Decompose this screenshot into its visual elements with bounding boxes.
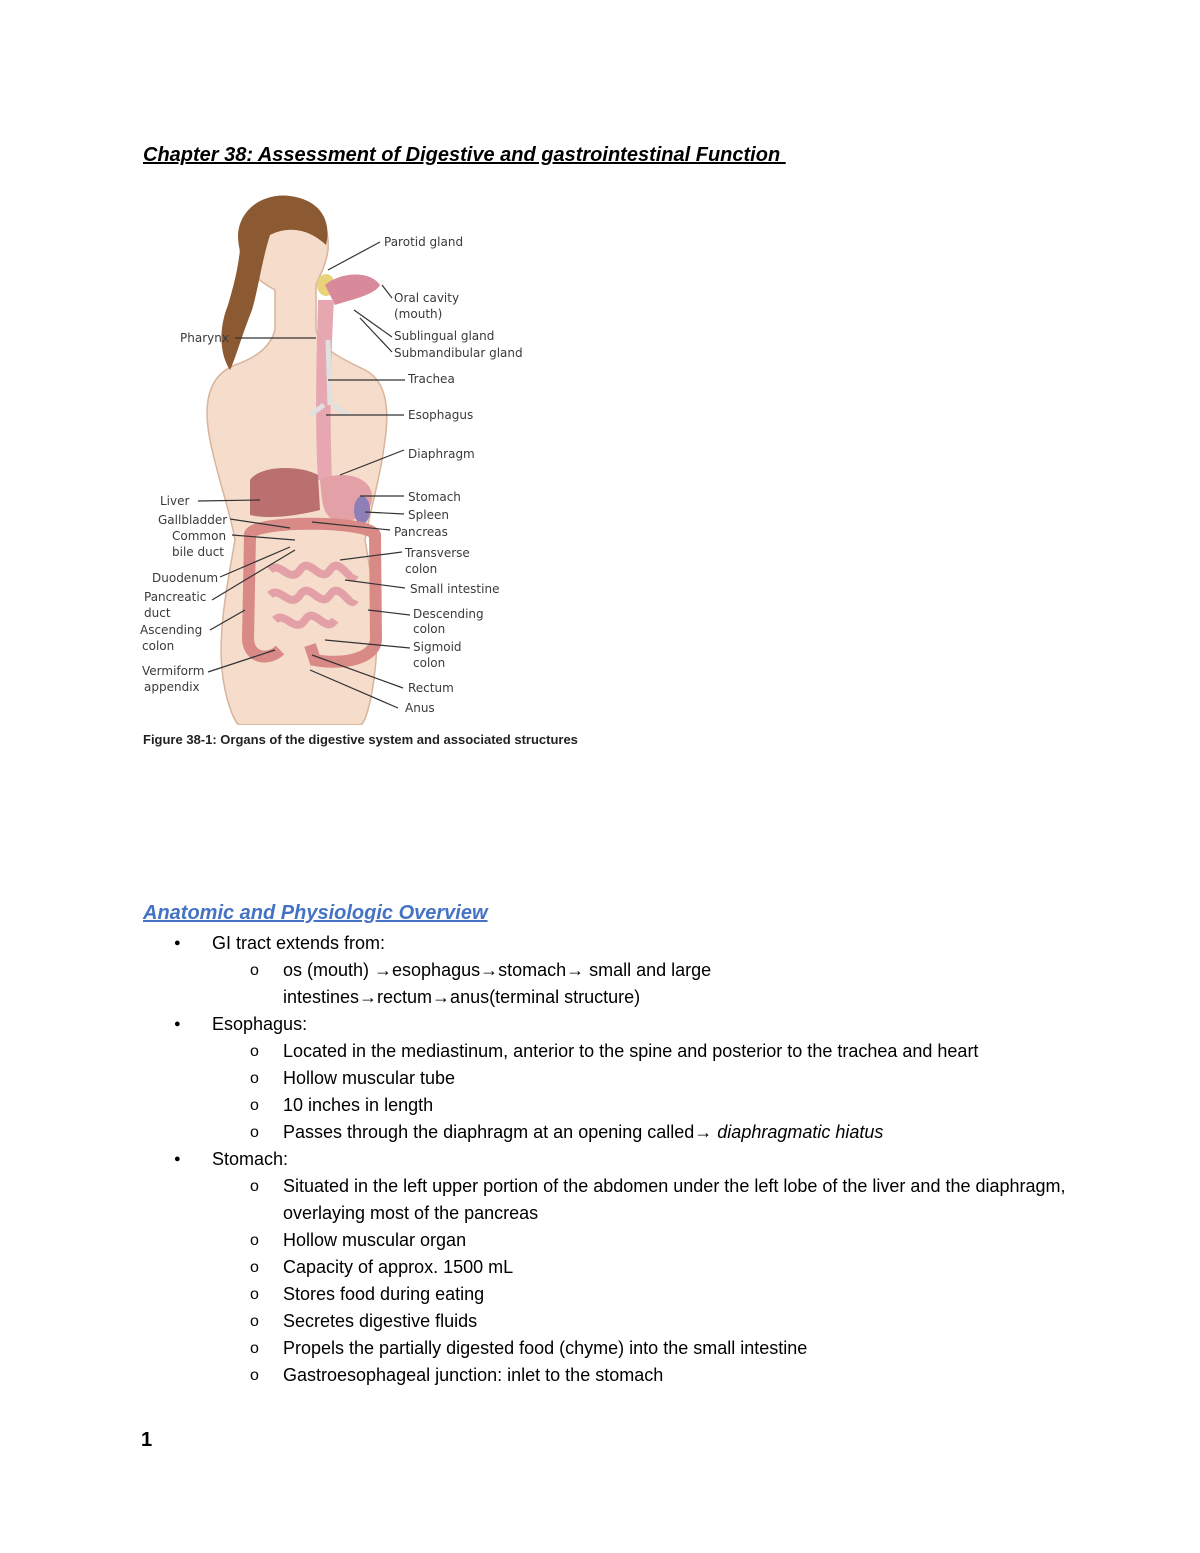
label-oral-cavity-mouth: (mouth) (394, 307, 443, 321)
sub-bullet-stomach-3: o Capacity of approx. 1500 mL (0, 1254, 1200, 1281)
label-pharynx: Pharynx (180, 331, 229, 345)
label-small-intestine: Small intestine (410, 582, 500, 596)
page-number: 1 (141, 1429, 153, 1451)
label-gallbladder: Gallbladder (158, 513, 228, 527)
digestive-system-figure (140, 190, 540, 725)
label-pancreatic-duct: Pancreatic (144, 590, 207, 604)
label-sigmoid-colon-2: colon (413, 656, 446, 670)
label-stomach: Stomach (408, 490, 461, 504)
figure-caption: Figure 38-1: Organs of the digestive system and associated structures (143, 732, 578, 747)
label-ascending-colon-2: colon (142, 639, 175, 653)
liver-shape (250, 468, 320, 517)
bullet-gi-tract: ● GI tract extends from: (0, 930, 1200, 957)
gi-path-line-2: intestines→rectum→anus(terminal structure) (283, 987, 641, 1007)
bullet-esophagus: ● Esophagus: (0, 1011, 1200, 1038)
label-submandibular-gland: Submandibular gland (394, 346, 523, 360)
label-vermiform-appendix: Vermiform (142, 664, 205, 678)
label-descending-colon-2: colon (413, 622, 446, 636)
sub-bullet-stomach-5: o Secretes digestive fluids (0, 1308, 1200, 1335)
sub-bullet-stomach-2: o Hollow muscular organ (0, 1227, 1200, 1254)
sub-bullet-stomach-4: o Stores food during eating (0, 1281, 1200, 1308)
label-common-bile-duct: Common (172, 529, 227, 543)
sub-bullet-esophagus-3: o 10 inches in length (0, 1092, 1200, 1119)
label-ascending-colon: Ascending (140, 623, 203, 637)
bullet-stomach: ● Stomach: (0, 1146, 1200, 1173)
label-transverse-colon: Transverse (405, 546, 470, 560)
sub-bullet-esophagus-4 (0, 1119, 1200, 1146)
label-rectum: Rectum (408, 681, 454, 695)
label-anus: Anus (405, 701, 435, 715)
label-spleen: Spleen (408, 508, 449, 522)
label-pancreas: Pancreas (394, 525, 448, 539)
label-oral-cavity: Oral cavity (394, 291, 460, 305)
label-parotid-gland: Parotid gland (384, 235, 464, 249)
outline-list (0, 930, 1200, 1389)
sub-bullet-stomach-6: o Propels the partially digested food (chyme) into the small intestine (0, 1335, 1200, 1362)
label-diaphragm: Diaphragm (408, 447, 475, 461)
label-sublingual-gland: Sublingual gland (394, 329, 495, 343)
label-vermiform-appendix-2: appendix (144, 680, 200, 694)
label-esophagus: Esophagus (408, 408, 474, 422)
esophagus-passes-text: Passes through the diaphragm at an opening called→ (283, 1122, 718, 1142)
label-trachea: Trachea (408, 372, 455, 386)
label-pancreatic-duct-2: duct (144, 606, 171, 620)
sub-bullet-esophagus-2: o Hollow muscular tube (0, 1065, 1200, 1092)
spleen-shape (354, 496, 370, 524)
label-descending-colon: Descending (413, 607, 484, 621)
label-common-bile-duct-2: bile duct (172, 545, 225, 559)
label-sigmoid-colon: Sigmoid (413, 640, 462, 654)
sub-bullet-stomach-7: o Gastroesophageal junction: inlet to the stomach (0, 1362, 1200, 1389)
label-duodenum: Duodenum (152, 571, 219, 585)
diaphragmatic-hiatus-term: diaphragmatic hiatus (717, 1122, 884, 1142)
chapter-title: Chapter 38: Assessment of Digestive and gastrointestinal Function (143, 144, 786, 166)
section-heading: Anatomic and Physiologic Overview (143, 902, 488, 924)
gi-path-line-1: os (mouth) →esophagus→stomach→ small and large (283, 960, 712, 980)
sub-bullet-esophagus-1: o Located in the mediastinum, anterior to the spine and posterior to the trachea and heart (0, 1038, 1200, 1065)
label-transverse-colon-2: colon (405, 562, 438, 576)
label-liver: Liver (160, 494, 190, 508)
anatomy-illustration (140, 190, 540, 725)
sub-bullet-stomach-1: o Situated in the left upper portion of the abdomen under the left lobe of the liver and the diaphragm, overlaying most of the pancreas (0, 1173, 1200, 1227)
sub-bullet-gi-path (0, 957, 1200, 1011)
